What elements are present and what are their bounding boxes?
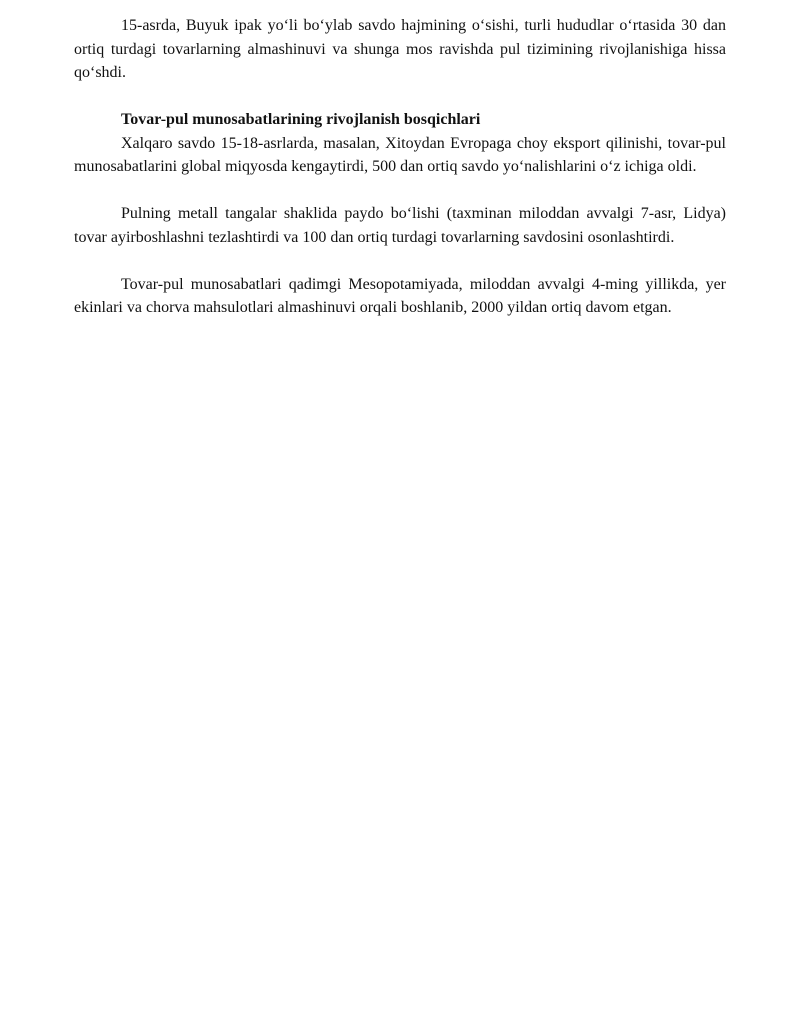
- paragraph-mesopotamia: Tovar-pul munosabatlari qadimgi Mesopotamiyada, miloddan avvalgi 4-ming yillikda, yer ekinlari va chorva mahsulotlari almashinuvi orqali boshlanib, 2000 yildan ortiq davom etgan.: [74, 275, 726, 316]
- section-heading: Tovar-pul munosabatlarining rivojlanish bosqichlari: [121, 111, 481, 128]
- paragraph-spacer: [74, 179, 726, 203]
- paragraph-spacer: [74, 85, 726, 109]
- paragraph-spacer: [74, 249, 726, 273]
- paragraph-international-trade: Xalqaro savdo 15-18-asrlarda, masalan, Xitoydan Evropaga choy eksport qilinishi, tovar-pul munosabatlarini global miqyosda kengaytirdi, 500 dan ortiq savdo yo‘nalishlarini o‘z ichiga oldi.: [74, 134, 726, 175]
- paragraph-metal-coins: Pulning metall tangalar shaklida paydo bo‘lishi (taxminan miloddan avvalgi 7-asr, Lidya) tovar ayirboshlashni tezlashtirdi va 100 dan ortiq turdagi tovarlarning savdosini osonlashtirdi.: [74, 205, 726, 246]
- document-page: [74, 14, 726, 320]
- paragraph-silk-road: 15-asrda, Buyuk ipak yo‘li bo‘ylab savdo hajmining o‘sishi, turli hududlar o‘rtasida 30 dan ortiq turdagi tovarlarning almashinuvi va shunga mos ravishda pul tizimining rivojlanishiga hissa qo‘shdi.: [74, 17, 726, 81]
